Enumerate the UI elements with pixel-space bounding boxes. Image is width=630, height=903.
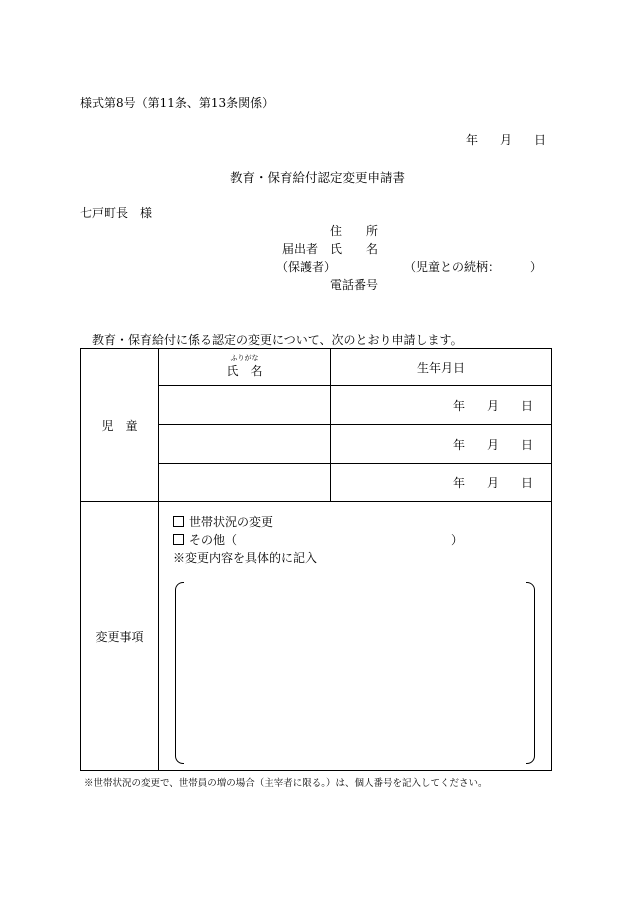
- form-label: 様式第8号（第11条、第13条関係）: [80, 96, 275, 110]
- header-year: 年: [466, 133, 479, 147]
- changes-row: [81, 502, 552, 771]
- month-unit: 月: [486, 437, 499, 452]
- name-header-cell: [159, 349, 331, 386]
- birth-date-cell[interactable]: [331, 386, 552, 425]
- child-name-cell[interactable]: [159, 386, 331, 425]
- birth-header: 生年月日: [331, 349, 552, 386]
- year-unit: 年: [452, 398, 465, 413]
- child-name-cell[interactable]: [159, 425, 331, 464]
- phone-label: 電話番号: [330, 278, 379, 292]
- option-other[interactable]: [173, 534, 463, 546]
- option-other-close: ）: [450, 533, 463, 547]
- option-other-label: その他（: [189, 533, 238, 547]
- changes-row-label: 変更事項: [81, 502, 159, 771]
- header-month: 月: [500, 133, 513, 147]
- birth-date-cell[interactable]: [331, 464, 552, 502]
- name-label: 氏 名: [330, 242, 379, 256]
- table-header-row: [81, 349, 552, 386]
- option-household-label: 世帯状況の変更: [189, 515, 274, 529]
- birth-date-cell[interactable]: [331, 425, 552, 464]
- month-unit: 月: [486, 398, 499, 413]
- footnote: ※世帯状況の変更で、世帯員の増の場合（主宰者に限る。）は、個人番号を記入してください。: [84, 778, 488, 789]
- day-unit: 日: [520, 398, 533, 413]
- child-name-cell[interactable]: [159, 464, 331, 502]
- submitter-label: 届出者: [282, 242, 319, 256]
- changes-note: ※変更内容を具体的に記入: [173, 551, 318, 565]
- bracket-left: [175, 582, 184, 764]
- document-title: 教育・保育給付認定変更申請書: [230, 170, 406, 185]
- address-label: 住 所: [330, 224, 379, 238]
- month-unit: 月: [486, 476, 499, 490]
- header-day: 日: [534, 133, 547, 147]
- day-unit: 日: [520, 476, 533, 490]
- day-unit: 日: [520, 437, 533, 452]
- addressee: 七戸町長 様: [80, 206, 153, 220]
- furigana-label: ふりがな: [230, 354, 259, 362]
- checkbox-household-change[interactable]: [173, 516, 184, 527]
- application-table: [80, 348, 552, 771]
- year-unit: 年: [452, 476, 465, 490]
- changes-cell: [159, 502, 552, 771]
- name-header: 氏 名: [226, 364, 263, 378]
- child-row-label: 児 童: [81, 349, 159, 502]
- year-unit: 年: [452, 437, 465, 452]
- guardian-label: （保護者）: [276, 260, 337, 274]
- option-household-change[interactable]: [173, 516, 273, 528]
- intro-text: 教育・保育給付に係る認定の変更について、次のとおり申請します。: [92, 333, 463, 347]
- relation-label: （児童との続柄： ）: [404, 260, 543, 274]
- header-date: [466, 134, 546, 146]
- checkbox-other[interactable]: [173, 534, 184, 545]
- bracket-right: [526, 582, 535, 764]
